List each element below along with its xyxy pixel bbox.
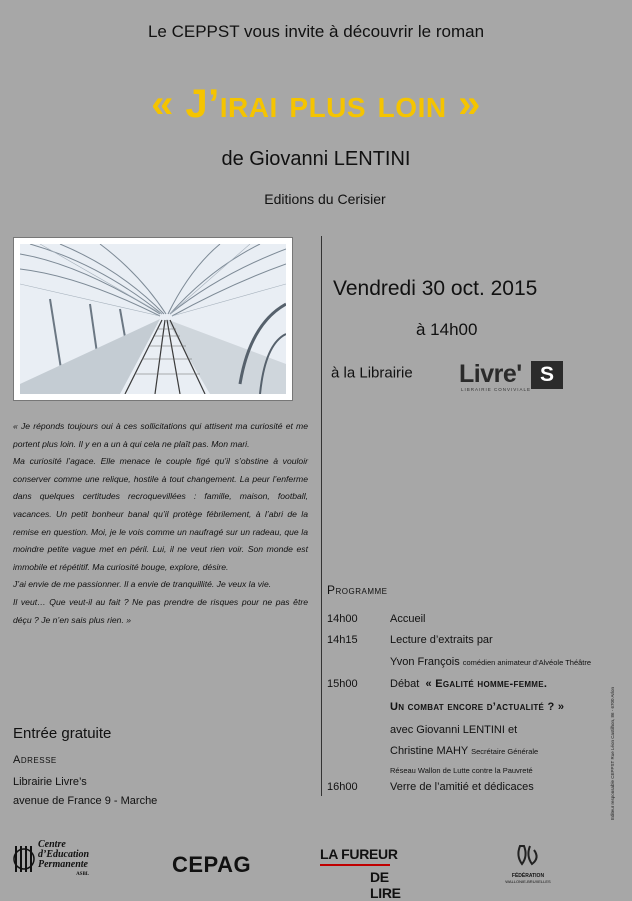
- programme-desc: [390, 678, 547, 690]
- speaker-role: comédien animateur d’Alvéole Théâtre: [462, 658, 592, 667]
- debate-label: Débat: [390, 678, 420, 690]
- intro-text: Le CEPPST vous invite à découvrir le roman: [147, 22, 485, 41]
- livres-logo: [459, 361, 563, 391]
- programme-speaker: [390, 745, 538, 757]
- address-title: Adresse: [13, 754, 57, 766]
- fwb-logo-line: WALLONIE-BRUXELLES: [505, 879, 551, 884]
- excerpt-paragraph: « Je réponds toujours oui à ces sollicitations qui attisent ma curiosité et me portent plus loin. Il y en a un à qui cela ne plaît pas. Mon mari.: [13, 421, 308, 449]
- cep-logo-line: Permanente: [38, 859, 88, 870]
- event-date: Vendredi 30 oct. 2015: [333, 277, 538, 300]
- programme-time: 16h00: [327, 781, 358, 793]
- address-line: avenue de France 9 - Marche: [13, 795, 158, 807]
- programme-desc: avec Giovanni LENTINI et: [390, 724, 518, 736]
- publisher-line: Editions du Cerisier: [264, 191, 386, 207]
- book-excerpt: [13, 418, 308, 629]
- programme-speaker: [390, 656, 591, 668]
- event-time: à 14h00: [416, 320, 478, 339]
- programme-time: 15h00: [327, 678, 358, 690]
- speaker-org: Réseau Wallon de Lutte contre la Pauvreté: [390, 766, 533, 775]
- livres-logo-word: Livre': [459, 360, 522, 388]
- speaker-name: Yvon François: [390, 656, 460, 668]
- excerpt-paragraph: J’ai envie de me passionner. Il a envie de tranquillité. Je veux la vie.: [13, 579, 272, 590]
- programme-time: 14h00: [327, 613, 358, 625]
- fureur-logo-line: LA FUREUR: [320, 846, 398, 862]
- station-illustration: [20, 244, 286, 394]
- editor-note: Editeur responsable CEPPST Rue Léon Castilhon, 86 - 6700 Arlon: [610, 687, 615, 820]
- programme-desc: [390, 701, 564, 713]
- cep-logo-line: d’Education: [38, 849, 90, 860]
- programme-time: 14h15: [327, 634, 358, 646]
- author-line: de Giovanni LENTINI: [221, 148, 411, 170]
- event-venue: [331, 364, 413, 382]
- book-title: « J’irai plus loin »: [151, 82, 481, 126]
- fwb-logo-icon: [514, 842, 542, 868]
- programme-desc: Verre de l’amitié et dédicaces: [390, 781, 534, 793]
- venue-label: à la Librairie: [331, 364, 413, 382]
- column-divider: [321, 236, 322, 796]
- fureur-logo-line: DE LIRE: [370, 869, 401, 901]
- excerpt-paragraph: Ma curiosité l’agace. Elle menace le couple figé qu’il s’obstine à vouloir conserver comme une relique, hostile à tout changement. La peur l’enferme dans quelques certitudes recroquevillées : famille, maison, football, vacances. Un petit bonheur banal qu’il protège fébrilement, à l’abri de la remise en question. Moi, je le vois comme un naufragé sur un radeau, que la moindre petite vague met en péril. Lui, il ne veut rien voir. Son monde est immobile et répétitif. Ma curiosité bouge, explore, désire.: [13, 456, 308, 572]
- programme-speaker-org: [390, 764, 533, 776]
- fwb-logo: [488, 842, 568, 884]
- programme-desc: Accueil: [390, 613, 426, 625]
- address-line: Librairie Livre’s: [13, 776, 87, 788]
- entry-free: Entrée gratuite: [13, 725, 112, 742]
- speaker-name: Christine MAHY: [390, 745, 469, 757]
- fureur-de-lire-logo: [320, 846, 420, 901]
- cep-logo-icon: [12, 842, 40, 876]
- livres-logo-tagline: LIBRAIRIE CONVIVIALE: [461, 387, 532, 392]
- cep-logo: [12, 838, 122, 884]
- speaker-role: Secrétaire Générale: [471, 747, 539, 756]
- programme-desc: Lecture d’extraits par: [390, 634, 493, 646]
- station-photo: [13, 237, 293, 401]
- cepag-logo: CEPAG: [172, 852, 252, 877]
- debate-topic: « Egalité homme-femme.: [425, 678, 548, 690]
- excerpt-paragraph: Il veut… Que veut-il au fait ? Ne pas prendre de risques pour ne pas être déçu ? Je n’en sais plus rien. »: [13, 596, 308, 625]
- fureur-logo-bar: [320, 864, 390, 866]
- cep-logo-line: Centre: [38, 839, 66, 850]
- livres-logo-s: S: [531, 361, 563, 389]
- programme-title: Programme: [327, 583, 388, 597]
- fwb-logo-line: FÉDÉRATION: [511, 873, 545, 879]
- cep-logo-sub: ASBL: [76, 872, 90, 877]
- debate-topic-cont: Un combat encore d’actualité ? »: [390, 701, 565, 713]
